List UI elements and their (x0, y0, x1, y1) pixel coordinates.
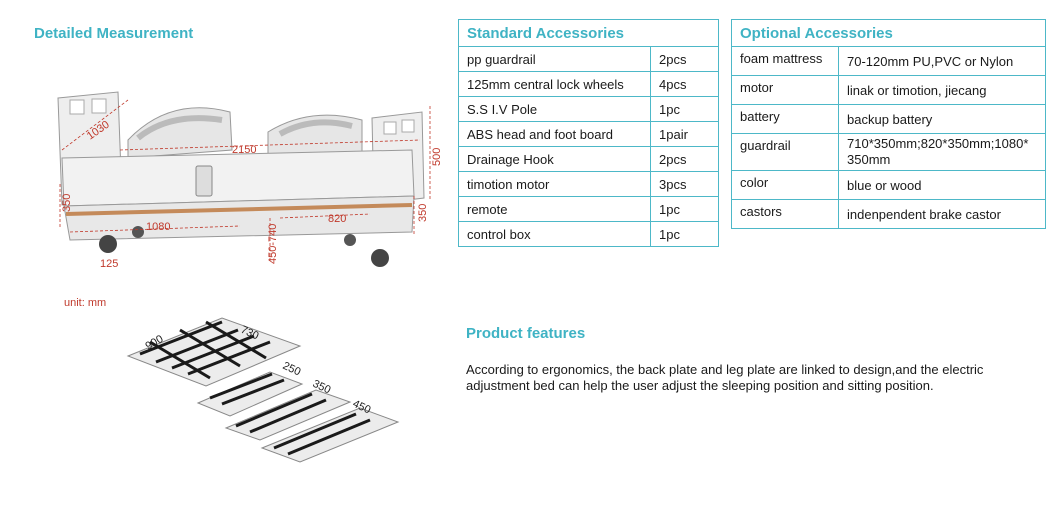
standard-accessories-rows (459, 47, 719, 247)
table-row (732, 105, 1046, 134)
dim-250: 250 (280, 359, 303, 379)
accessory-item: pp guardrail (459, 47, 651, 72)
dim-900: 900 (143, 333, 166, 353)
accessory-item: 125mm central lock wheels (459, 72, 651, 97)
optional-value: 710*350mm;820*350mm;1080* 350mm (839, 134, 1046, 171)
dim-125: 125 (100, 258, 119, 270)
product-features-text: According to ergonomics, the back plate and leg plate are linked to design,and the electric adjustment bed can help the user adjust the sleeping position and sitting position. (466, 362, 984, 393)
standard-accessories-title: Standard Accessories (459, 20, 719, 47)
accessory-item: remote (459, 197, 651, 222)
accessory-qty: 1pc (651, 97, 719, 122)
table-row (459, 172, 719, 197)
accessory-qty: 4pcs (651, 72, 719, 97)
optional-item: color (732, 171, 839, 200)
table-row (732, 200, 1046, 229)
table-row (459, 222, 719, 247)
dim-500: 500 (431, 147, 443, 166)
table-row (459, 197, 719, 222)
optional-accessories-table (731, 19, 1046, 229)
table-row (732, 76, 1046, 105)
optional-value: linak or timotion, jiecang (839, 76, 1046, 105)
optional-accessories-title: Optional Accessories (732, 20, 1046, 47)
accessory-qty: 2pcs (651, 147, 719, 172)
optional-item: foam mattress (732, 47, 839, 76)
accessory-item: S.S I.V Pole (459, 97, 651, 122)
detailed-measurement-title: Detailed Measurement (34, 25, 194, 42)
table-row (459, 147, 719, 172)
optional-accessories-rows (732, 47, 1046, 229)
optional-value: backup battery (839, 105, 1046, 134)
optional-item: castors (732, 200, 839, 229)
dim-820: 820 (328, 213, 347, 225)
bed-frame (62, 150, 414, 240)
accessory-qty: 3pcs (651, 172, 719, 197)
optional-item: battery (732, 105, 839, 134)
optional-item: guardrail (732, 134, 839, 171)
optional-value: indenpendent brake castor (839, 200, 1046, 229)
optional-item: motor (732, 76, 839, 105)
table-row (459, 97, 719, 122)
unit-label: unit: mm (64, 297, 107, 309)
optional-value: 70-120mm PU,PVC or Nylon (839, 47, 1046, 76)
dim-1030: 1030 (84, 118, 112, 143)
accessory-item: ABS head and foot board (459, 122, 651, 147)
accessory-qty: 1pc (651, 222, 719, 247)
accessory-item: Drainage Hook (459, 147, 651, 172)
table-row (459, 122, 719, 147)
dim-2150: 2150 (232, 144, 257, 156)
dim-350-left: 350 (61, 193, 73, 212)
dim-350-right: 350 (417, 203, 429, 222)
dim-350: 350 (310, 377, 333, 397)
dim-450-740: 450-740 (267, 223, 279, 264)
accessory-qty: 2pcs (651, 47, 719, 72)
table-row (732, 47, 1046, 76)
dim-450: 450 (350, 397, 373, 417)
standard-accessories-table (458, 19, 719, 247)
accessory-item: control box (459, 222, 651, 247)
dim-730: 730 (238, 323, 261, 343)
table-row (459, 47, 719, 72)
accessory-qty: 1pair (651, 122, 719, 147)
table-row (459, 72, 719, 97)
table-row (732, 134, 1046, 171)
accessory-qty: 1pc (651, 197, 719, 222)
table-row (732, 171, 1046, 200)
optional-value: blue or wood (839, 171, 1046, 200)
bed-plates (128, 318, 398, 462)
dim-1080: 1080 (146, 221, 171, 233)
product-features-title: Product features (466, 325, 586, 342)
accessory-item: timotion motor (459, 172, 651, 197)
